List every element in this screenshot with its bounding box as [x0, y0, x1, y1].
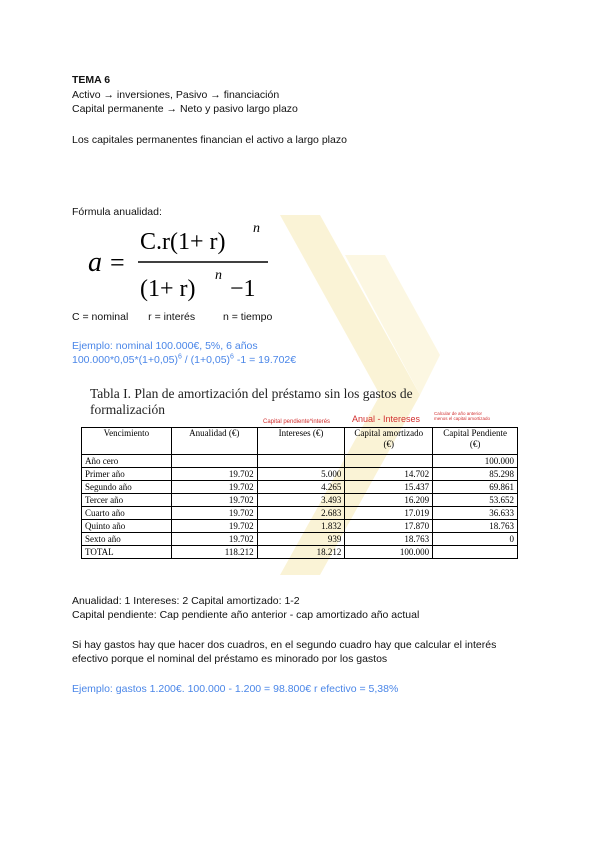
cell-capital-pendiente: 18.763 — [433, 520, 518, 533]
cell-anualidad: 19.702 — [171, 507, 257, 520]
cell-intereses: 4.265 — [257, 481, 345, 494]
table-header-row — [82, 428, 518, 455]
annotation-pendiente — [434, 411, 490, 421]
cell-capital-amortizado: 17.019 — [345, 507, 433, 520]
cell-capital-pendiente: 36.633 — [433, 507, 518, 520]
intro-paragraph: Los capitales permanentes financian el activo a largo plazo — [72, 134, 347, 146]
cell-capital-pendiente: 0 — [433, 533, 518, 546]
cell-intereses — [257, 455, 345, 468]
cell-capital-pendiente: 85.298 — [433, 468, 518, 481]
annotation-line: menos el capital amortizado — [434, 416, 491, 421]
notes-gastos: Si hay gastos hay que hacer dos cuadros, en el segundo cuadro hay que calcular el interés — [72, 639, 497, 651]
cell-capital-amortizado — [345, 455, 433, 468]
cell-anualidad: 19.702 — [171, 520, 257, 533]
table-row — [82, 546, 518, 559]
text-line: Activo → inversiones, Pasivo → financiación — [72, 89, 280, 101]
header-line: (€) — [383, 439, 395, 449]
formula-heading: Fórmula anualidad: — [72, 206, 162, 218]
header-anualidad: Anualidad (€) — [171, 428, 257, 455]
calc-part: / (1+0,05) — [181, 354, 231, 366]
cell-anualidad — [171, 455, 257, 468]
cell-capital-pendiente: 100.000 — [433, 455, 518, 468]
cell-capital-pendiente — [433, 546, 518, 559]
header-line: Capital amortizado — [354, 428, 424, 438]
cell-capital-pendiente: 69.861 — [433, 481, 518, 494]
cell-capital-amortizado: 15.437 — [345, 481, 433, 494]
example-gastos: Ejemplo: gastos 1.200€. 100.000 - 1.200 = 98.800€ r efectivo = 5,38% — [72, 683, 399, 695]
cell-anualidad: 19.702 — [171, 481, 257, 494]
cell-vencimiento: Año cero — [82, 455, 172, 468]
table-row — [82, 520, 518, 533]
header-capital-pendiente — [433, 428, 518, 455]
cell-vencimiento: Primer año — [82, 468, 172, 481]
cell-vencimiento: Cuarto año — [82, 507, 172, 520]
legend-c: C = nominal — [72, 311, 129, 323]
table-row — [82, 533, 518, 546]
header-line: Capital Pendiente — [443, 428, 507, 438]
page-title: TEMA 6 — [72, 74, 111, 86]
table-row — [82, 481, 518, 494]
legend-r: r = interés — [148, 311, 196, 323]
cell-capital-amortizado: 18.763 — [345, 533, 433, 546]
cell-intereses: 2.683 — [257, 507, 345, 520]
cell-vencimiento: Quinto año — [82, 520, 172, 533]
cell-anualidad: 19.702 — [171, 468, 257, 481]
formula-equals: = — [110, 248, 125, 277]
formula-lhs: a — [88, 247, 102, 278]
amortization-table — [81, 427, 518, 559]
cell-anualidad: 19.702 — [171, 533, 257, 546]
cell-anualidad: 118.212 — [171, 546, 257, 559]
cell-anualidad: 19.702 — [171, 494, 257, 507]
cell-intereses: 1.832 — [257, 520, 345, 533]
annotation-line: Calcular de año anterior — [434, 411, 483, 416]
legend-line — [72, 310, 272, 324]
notes-columns: Anualidad: 1 Intereses: 2 Capital amortizado: 1-2 — [72, 595, 300, 607]
calc-part: -1 = 19.702€ — [233, 354, 297, 366]
cell-capital-amortizado: 16.209 — [345, 494, 433, 507]
annuity-formula — [88, 210, 288, 310]
table-title: Tabla I. Plan de amortización del préstamo sin los gastos de formalización — [90, 386, 413, 417]
table-row — [82, 507, 518, 520]
calc-exponent: 6 — [177, 353, 182, 361]
cell-capital-amortizado: 17.870 — [345, 520, 433, 533]
notes-pendiente: Capital pendiente: Cap pendiente año anterior - cap amortizado año actual — [72, 609, 420, 621]
example-calculation — [72, 353, 296, 367]
table-row — [82, 455, 518, 468]
cell-capital-pendiente: 53.652 — [433, 494, 518, 507]
header-intereses: Intereses (€) — [257, 428, 345, 455]
cell-capital-amortizado: 14.702 — [345, 468, 433, 481]
cell-vencimiento: TOTAL — [82, 546, 172, 559]
table-row — [82, 494, 518, 507]
example-line: Ejemplo: nominal 100.000€, 5%, 6 años — [72, 340, 258, 352]
formula-denominator-exp: n — [215, 268, 222, 283]
text-line: Capital permanente → Neto y pasivo largo plazo — [72, 103, 298, 115]
cell-vencimiento: Tercer año — [82, 494, 172, 507]
legend-n: n = tiempo — [223, 311, 273, 323]
header-capital-amortizado — [345, 428, 433, 455]
annotation-capital: Anual - Intereses — [352, 414, 421, 424]
cell-intereses: 3.493 — [257, 494, 345, 507]
formula-denominator: (1+ r) — [140, 276, 196, 302]
cell-capital-amortizado: 100.000 — [345, 546, 433, 559]
formula-numerator-exp: n — [253, 221, 260, 236]
formula-denominator-tail: −1 — [230, 276, 256, 302]
header-line: (€) — [469, 439, 481, 449]
cell-vencimiento: Segundo año — [82, 481, 172, 494]
notes-gastos: efectivo porque el nominal del préstamo es minorado por los gastos — [72, 653, 388, 665]
calc-part: 100.000*0,05*(1+0,05) — [72, 354, 178, 366]
header-vencimiento: Vencimiento — [82, 428, 172, 455]
table-row — [82, 468, 518, 481]
cell-intereses: 5.000 — [257, 468, 345, 481]
formula-numerator: C.r(1+ r) — [140, 229, 226, 255]
cell-intereses: 18.212 — [257, 546, 345, 559]
annotation-intereses: Capital pendiente*interés — [263, 419, 331, 425]
cell-vencimiento: Sexto año — [82, 533, 172, 546]
cell-intereses: 939 — [257, 533, 345, 546]
calc-exponent: 6 — [230, 353, 234, 361]
